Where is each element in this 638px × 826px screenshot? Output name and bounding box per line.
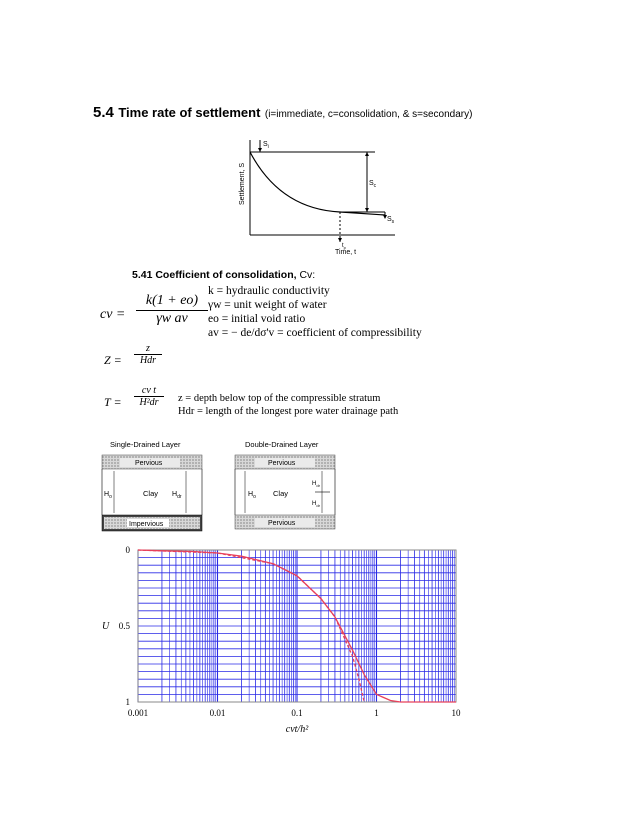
- t-lhs: T =: [104, 395, 122, 409]
- settlement-axis-label: Settlement, S: [239, 162, 246, 205]
- single-hdr-sub: dr: [177, 494, 182, 500]
- sc-label: S: [369, 180, 374, 187]
- double-hdr-top-sub: dr: [316, 483, 320, 488]
- sc-sub: c: [373, 183, 377, 189]
- drainage-layers-diagram: [90, 435, 350, 535]
- double-ho-sub: o: [253, 494, 256, 500]
- x-tick-label: 0.001: [127, 708, 149, 718]
- subsection-title: 5.41 Coefficient of consolidation,: [132, 269, 297, 281]
- definition-z: z = depth below top of the compressible stratum: [178, 393, 381, 404]
- double-drained-title: Double-Drained Layer: [245, 440, 319, 449]
- single-ho-label: H: [104, 491, 110, 498]
- section-subtitle: (i=immediate, c=consolidation, & s=secondary): [264, 109, 473, 120]
- svg-text:Sc: [369, 180, 377, 189]
- svg-text:Hdr: [172, 491, 182, 500]
- si-sub: i: [267, 144, 269, 150]
- tp-sub: p: [343, 245, 346, 250]
- cv-lhs: cv =: [100, 307, 126, 322]
- y-tick-label: 1: [125, 697, 130, 707]
- section-heading: [93, 104, 472, 122]
- impervious-label: Impervious: [129, 521, 164, 528]
- time-axis-label: Time, t: [335, 249, 357, 256]
- settlement-time-figure: [230, 130, 400, 260]
- t-numerator: cv t: [134, 385, 164, 397]
- section-title: Time rate of settlement: [118, 105, 261, 120]
- definition-k: k = hydraulic conductivity: [208, 285, 330, 297]
- z-numerator: z: [134, 343, 162, 355]
- y-axis-label: U: [102, 621, 110, 632]
- double-ho-label: H: [248, 491, 254, 498]
- double-hdr-bottom-sub: dr: [316, 503, 320, 508]
- cv-denominator: γw av: [156, 311, 188, 326]
- y-tick-label: 0.5: [118, 621, 130, 631]
- tp-label: t: [342, 243, 344, 249]
- single-ho-sub: o: [109, 494, 112, 500]
- subsection-heading: [132, 269, 315, 281]
- single-drained-title: Single-Drained Layer: [110, 440, 181, 449]
- subsection-symbol: Cv:: [299, 269, 316, 281]
- double-hdr-bottom-label: H: [312, 501, 317, 507]
- z-denominator: Hdr: [139, 355, 157, 366]
- definitions-list: [208, 284, 422, 340]
- single-clay-label: Clay: [143, 489, 159, 498]
- single-pervious-label: Pervious: [135, 460, 163, 467]
- section-number: 5.4: [93, 104, 114, 121]
- x-axis-label: cvt/h²: [285, 724, 309, 735]
- svg-text:Hdr: [312, 481, 321, 488]
- single-drained-layer: [102, 455, 202, 531]
- double-clay-label: Clay: [273, 489, 289, 498]
- t-denominator: H²dr: [139, 397, 159, 408]
- definition-av: av = − de/dσ'v = coefficient of compressibility: [208, 327, 422, 339]
- ss-sub: s: [391, 219, 395, 225]
- definition-gamma-w: γw = unit weight of water: [208, 299, 327, 311]
- consolidation-chart: [90, 540, 470, 772]
- cv-numerator: k(1 + eo): [136, 293, 208, 311]
- z-lhs: Z =: [104, 353, 122, 367]
- svg-text:Si: [263, 141, 269, 150]
- single-hdr-label: H: [172, 491, 178, 498]
- y-tick-label: 0: [125, 545, 130, 555]
- double-hdr-top-label: H: [312, 481, 317, 487]
- svg-text:Ss: [387, 216, 395, 225]
- svg-text:Ho: [104, 491, 112, 500]
- definitions2-list: [178, 392, 398, 418]
- svg-text:Hdr: [312, 501, 321, 508]
- svg-text:Ho: [248, 491, 256, 500]
- double-pervious-top-label: Pervious: [268, 460, 296, 467]
- definition-eo: eo = initial void ratio: [208, 313, 306, 325]
- x-tick-label: 0.01: [209, 708, 226, 718]
- definition-hdr: Hdr = length of the longest pore water drainage path: [178, 406, 399, 417]
- x-tick-label: 1: [374, 708, 379, 718]
- double-pervious-bottom-label: Pervious: [268, 520, 296, 527]
- x-tick-label: 10: [451, 708, 461, 718]
- si-label: S: [263, 141, 268, 148]
- x-tick-label: 0.1: [291, 708, 303, 718]
- ss-label: S: [387, 216, 392, 223]
- double-drained-layer: [235, 455, 335, 529]
